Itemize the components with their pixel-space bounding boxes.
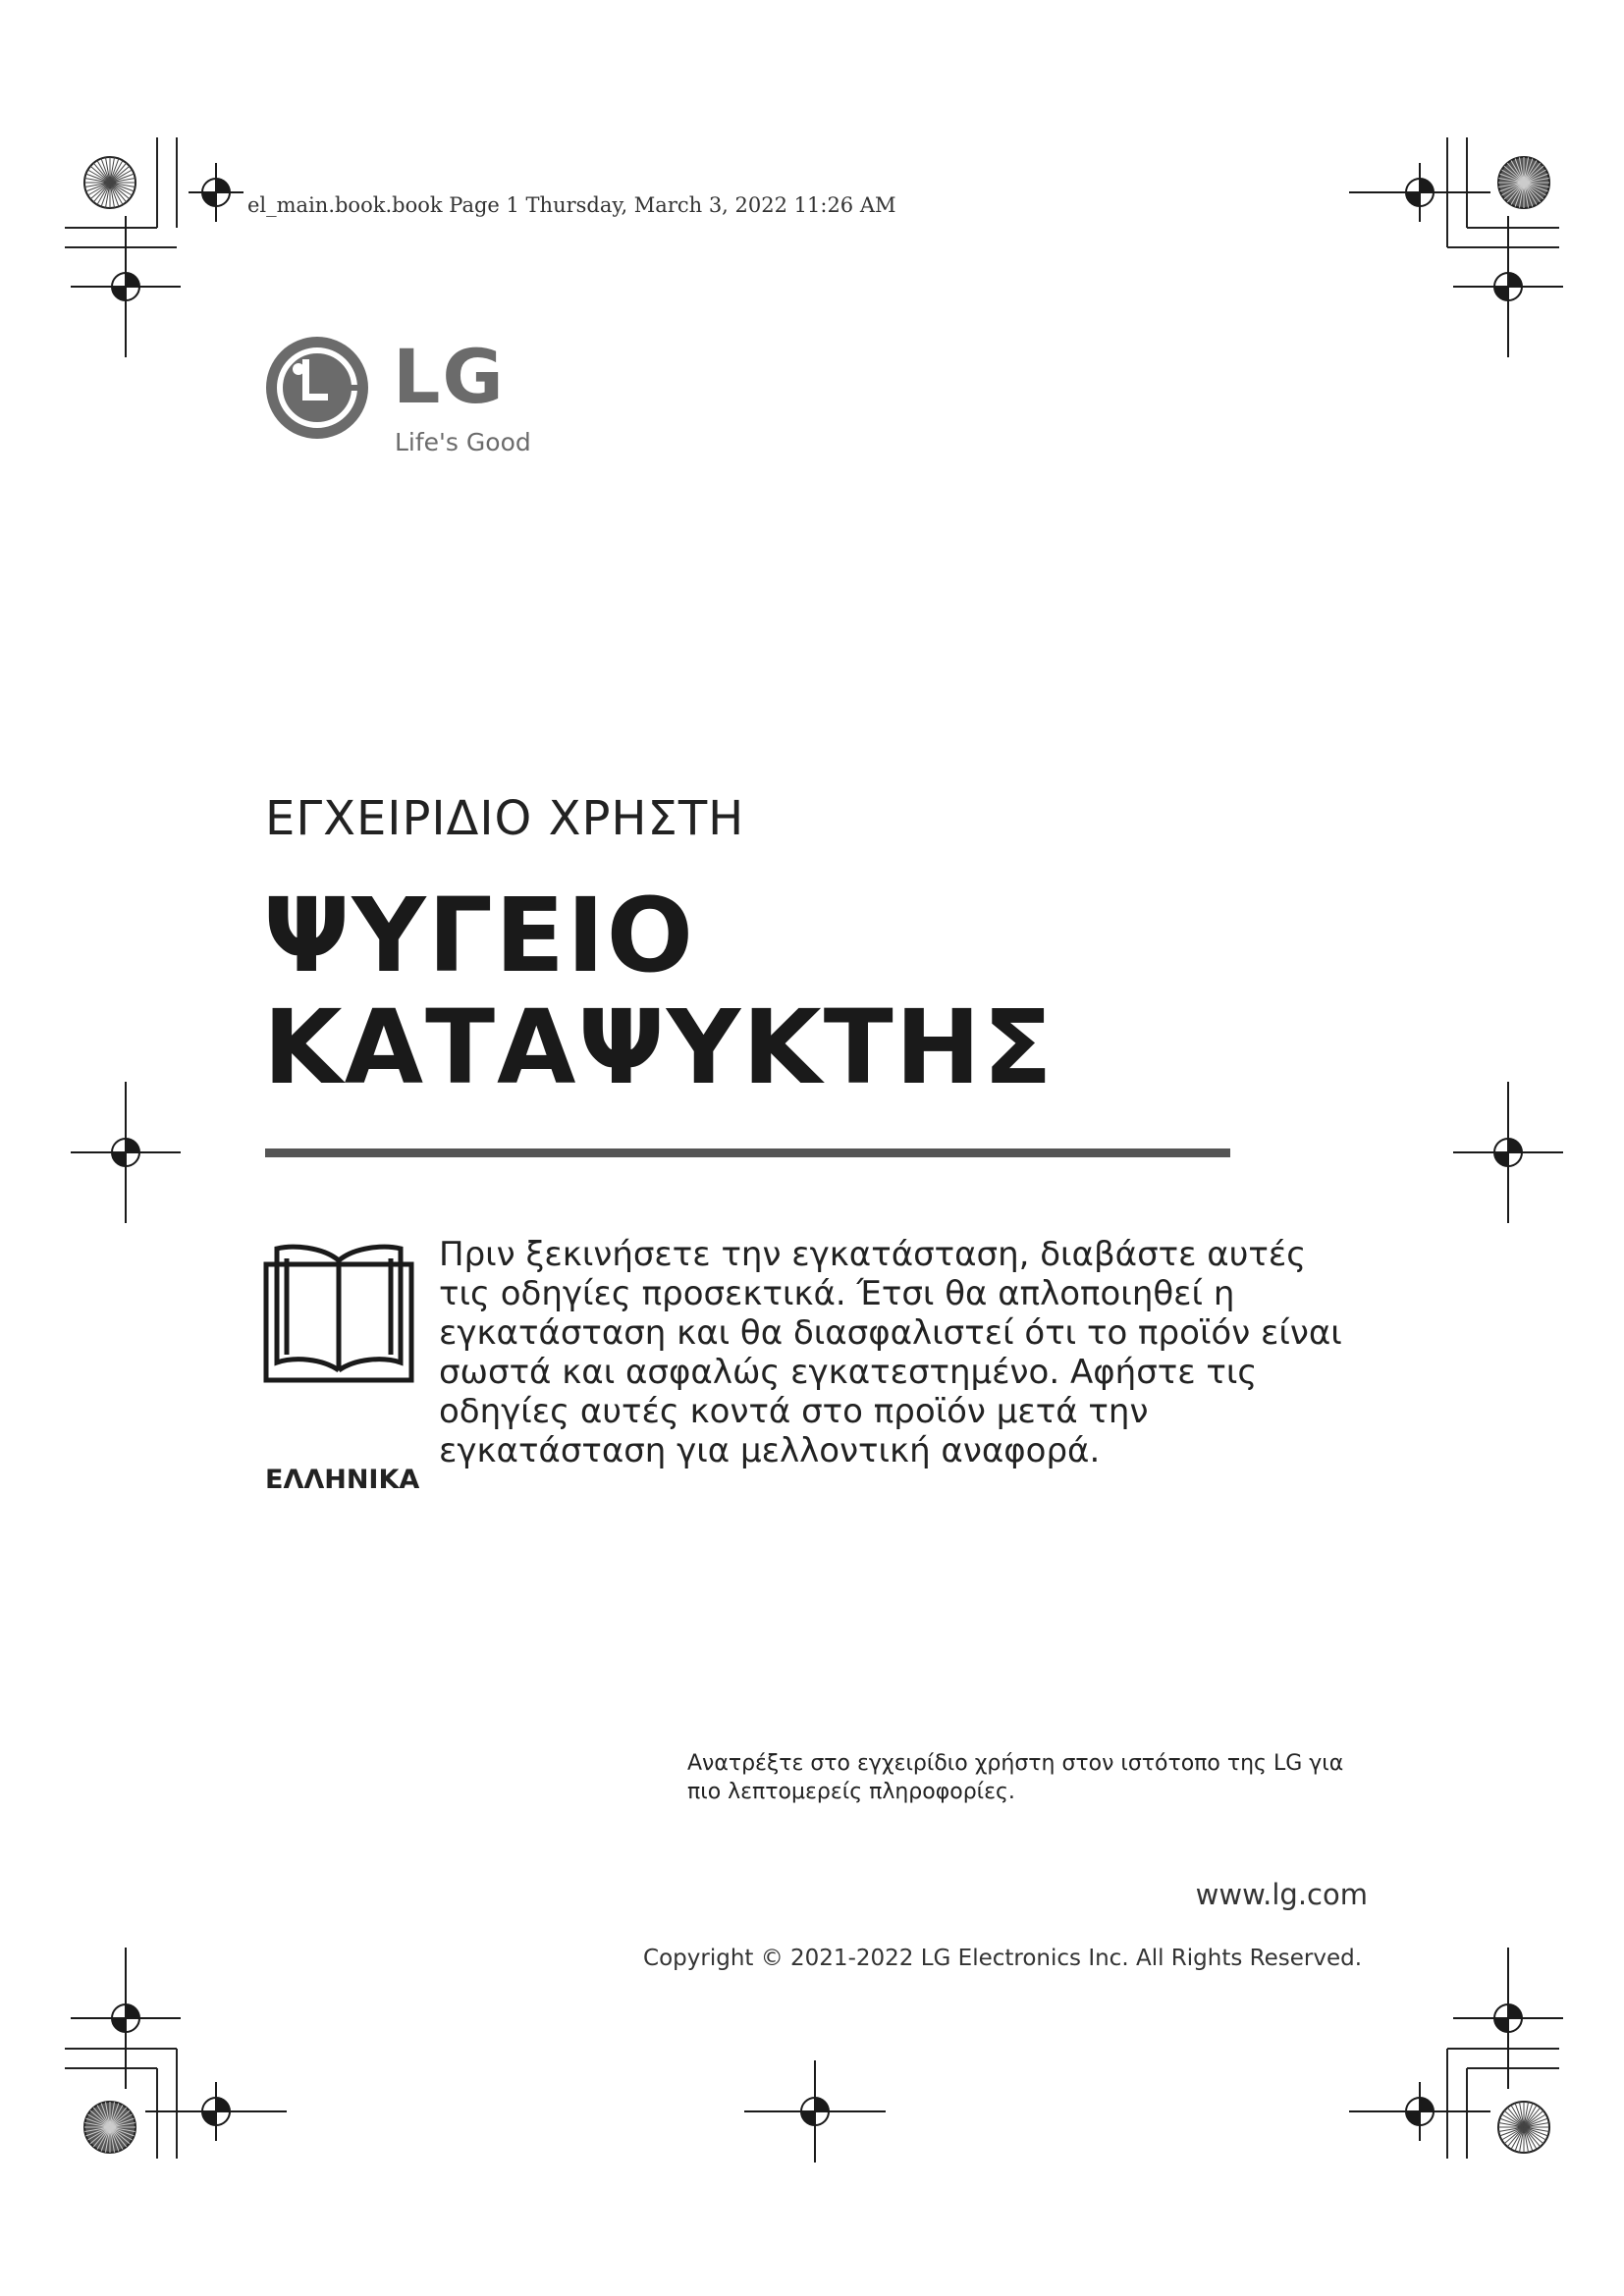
installation-instructions: Πριν ξεκινήσετε την εγκατάσταση, διαβάστε αυτές τις οδηγίες προσεκτικά. Έτσι θα απλοποιηθεί η εγκατάσταση και θα διασφαλιστεί ότι το προϊόν είναι σωστά και ασφαλώς εγκατεστημένο. Αφήστε τις οδηγίες αυτές κοντά στο προϊόν μετά την εγκατάσταση για μελλοντική αναφορά. — [439, 1235, 1342, 1470]
registration-target — [744, 2060, 886, 2163]
open-book-icon — [263, 1239, 414, 1384]
print-header: el_main.book.book Page 1 Thursday, March 3, 2022 11:26 AM — [247, 193, 896, 217]
registration-target — [1453, 216, 1563, 357]
registration-star-bottom-right — [1498, 2102, 1549, 2153]
registration-star-top-left — [84, 157, 135, 208]
registration-target — [1349, 163, 1490, 222]
registration-target — [71, 1082, 181, 1223]
registration-star-top-right — [1498, 157, 1549, 208]
product-title-line-2: ΚΑΤΑΨΥΚΤΗΣ — [263, 988, 1055, 1107]
copyright: Copyright © 2021-2022 LG Electronics Inc. All Rights Reserved. — [643, 1946, 1362, 1971]
title-divider — [265, 1148, 1230, 1157]
lg-logo — [263, 334, 538, 461]
manual-type: ΕΓΧΕΙΡΙΔΙΟ ΧΡΗΣΤΗ — [265, 791, 745, 846]
product-title-line-1: ΨΥΓΕΙΟ — [263, 876, 696, 995]
registration-star-bottom-left — [84, 2102, 135, 2153]
website-note: Ανατρέξτε στο εγχειρίδιο χρήστη στον ιστότοπο της LG για πιο λεπτομερείς πληροφορίες. — [687, 1751, 1344, 1804]
product-title — [263, 876, 1055, 1107]
registration-target — [71, 216, 181, 357]
lg-face-icon — [263, 334, 371, 442]
registration-target — [1349, 2082, 1490, 2141]
lg-slogan: Life's Good — [395, 428, 531, 456]
website-link[interactable]: www.lg.com — [1195, 1878, 1368, 1911]
registration-target — [145, 2082, 287, 2141]
language-label: ΕΛΛΗΝΙΚΑ — [265, 1465, 420, 1495]
lg-wordmark: LG — [393, 333, 506, 420]
registration-target — [1453, 1082, 1563, 1223]
registration-target — [189, 163, 244, 222]
